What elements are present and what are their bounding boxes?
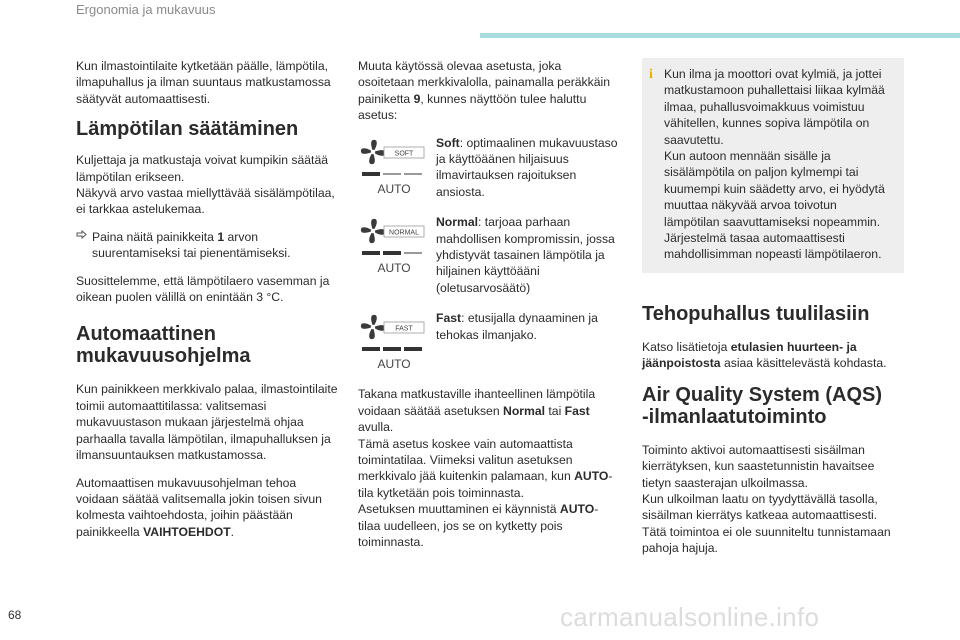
level-bar <box>383 251 401 255</box>
note-line2-pre: Asetuksen muuttaminen ei käynnistä <box>358 502 560 517</box>
mode-badge: FAST <box>395 325 413 333</box>
aqs-p2: Kun ulkoilman laatu on tyydyttävällä tasolla, sisäilman kierrätys katkeaa automaattisesti. <box>642 491 878 523</box>
mode-badge: NORMAL <box>389 229 419 237</box>
aqs-p3: Tätä toimintoa ei ole suunniteltu tunnistamaan pahoja hajuja. <box>642 524 891 556</box>
heading-temperature: Lämpötilan säätäminen <box>76 118 299 141</box>
info-icon: i <box>649 67 653 82</box>
bullet-text-bold: 1 <box>217 229 225 244</box>
heading-auto-line2: mukavuusohjelma <box>76 345 251 368</box>
watermark: carmanualsonline.info <box>560 602 820 632</box>
temp-p2: Näkyvä arvo vastaa miellyttävää sisälämpötilaa, ei tarkkaa astelukemaa. <box>76 186 335 217</box>
mode-item-fast <box>358 310 620 372</box>
intro-paragraph: Kun ilmastointilaite kytketään päälle, lämpötila, ilmapuhallus ja ilman suuntaus matkustamossa säätyvät automaattisesti. <box>76 59 331 106</box>
heading-aqs <box>642 384 904 428</box>
mode-desc: : tarjoaa parhaan mahdollisen kompromissin, jossa yhdistyvät tasainen lämpötila ja hiljainen käyttöääni (oletusarvosäätö) <box>436 215 615 295</box>
heading-aqs-line2: -ilmanlaatutoiminto <box>642 405 827 428</box>
teho-post: asiaa käsittelevästä kohdasta. <box>720 356 887 371</box>
mode-desc: : optimaalinen mukavuustaso ja käyttöäänen hiljaisuus ilmavirtauksen rajoituksen ansiosta. <box>436 135 618 199</box>
level-bar <box>383 173 401 175</box>
section-title: Ergonomia ja mukavuus <box>76 2 216 17</box>
mode-intro-pre: Muuta käytössä olevaa asetusta, joka osoitetaan merkkivalolla, painamalla peräkkäin painiketta <box>358 59 611 106</box>
level-bar <box>404 347 422 351</box>
level-bar <box>404 173 422 175</box>
heading-auto-line1: Automaattinen <box>76 323 216 346</box>
column-right <box>642 58 904 568</box>
mode-description <box>436 214 620 296</box>
header-accent-bar <box>480 33 960 38</box>
auto-label: AUTO <box>377 181 411 196</box>
temp-p1: Kuljettaja ja matkustaja voivat kumpikin säätää lämpötilan erikseen. <box>76 153 329 184</box>
mode-item-normal <box>358 214 620 296</box>
info-text <box>664 66 894 263</box>
note-mid: -tila kytketään pois toiminnasta. <box>358 469 613 500</box>
heading-windscreen-blower: Tehopuhallus tuulilasiin <box>642 302 870 325</box>
rear-b1: Normal <box>503 403 546 418</box>
teho-pre: Katso lisätietoja <box>642 339 731 354</box>
rear-pre: Takana matkustaville ihanteellinen lämpötila voidaan säätää asetuksen <box>358 387 596 418</box>
page-number: 68 <box>8 608 22 622</box>
bullet-text-pre: Paina näitä painikkeita <box>92 229 218 244</box>
temp-paragraph-1 <box>76 152 342 218</box>
note-b2: AUTO <box>559 502 595 517</box>
mode-name: Fast <box>436 311 462 326</box>
auto-p2-post: . <box>230 524 235 539</box>
auto-paragraph-2 <box>76 475 342 541</box>
heading-aqs-line1: Air Quality System (AQS) <box>642 383 883 406</box>
teho-bold: etulasien huurteen- ja jäänpoistosta <box>642 339 857 371</box>
level-bar <box>404 252 422 254</box>
rear-mid: tai <box>545 403 565 418</box>
mode-list <box>358 135 620 373</box>
mode-desc: : etusijalla dynaaminen ja tehokas ilmanjako. <box>436 311 598 342</box>
mode-intro-post: , kunnes näyttöön tulee haluttu asetus: <box>358 91 587 123</box>
level-bar <box>362 172 380 176</box>
level-bar <box>383 347 401 351</box>
aqs-paragraph <box>642 442 904 557</box>
mode-description <box>436 135 620 201</box>
fan-icon <box>358 214 426 276</box>
mode-badge: SOFT <box>394 150 414 158</box>
mode-intro <box>358 58 620 124</box>
column-middle <box>358 58 620 561</box>
level-bar <box>362 347 380 351</box>
column-left <box>76 58 342 551</box>
temp-paragraph-3: Suosittelemme, että lämpötilaero vasemman ja oikean puolen välillä on enintään 3 °C. <box>76 273 330 305</box>
info-box <box>642 58 904 273</box>
fan-hub <box>371 325 375 329</box>
rear-paragraph <box>358 386 620 550</box>
auto-p2-pre: Automaattisen mukavuusohjelman tehoa voidaan säätää valitsemalla jokin toisen sivun kolmesta vaihtoehdosta, joihin päästään painikkeella <box>76 475 322 539</box>
level-bar <box>362 251 380 255</box>
fan-hub <box>371 229 375 233</box>
info-p2: Kun autoon mennään sisälle ja sisälämpötila on paljon kylmempi tai kuumempi kuin säädetty arvo, ei hyödytä muuttaa näkyvää arvoa toivotun lämpötilan saavuttamiseksi nopeammin. Järjestelmä tasaa automaattisesti mahdollisimman nopeasti lämpötilaeron. <box>664 149 885 262</box>
rear-b2: Fast <box>564 403 590 418</box>
aqs-p1: Toiminto aktivoi automaattisesti sisäilman kierrätyksen, kun saastetunnistin havaitsee tietyn saasterajan ulkoilmassa. <box>642 442 875 490</box>
mode-intro-bold: 9 <box>413 91 421 106</box>
auto-label: AUTO <box>377 357 411 372</box>
fan-hub <box>371 149 375 153</box>
note-post: -tilaa uudelleen, jos se on kytketty pois toiminnasta. <box>358 502 599 549</box>
heading-auto-comfort <box>76 323 342 367</box>
fan-icon <box>358 310 426 372</box>
bullet-text <box>92 229 342 262</box>
auto-paragraph-1: Kun painikkeen merkkivalo palaa, ilmastointilaite toimii automaattitilassa: valitsemasi mukavuustason mukaan järjestelmä ohjaa parhaalla tavalla lämpötilan, ilmapuhalluksen ja ilmansuuntauksen matkustamossa. <box>76 382 338 463</box>
fan-icon <box>358 135 426 197</box>
pointing-hand-icon <box>76 229 92 262</box>
note-b1: AUTO <box>574 469 609 484</box>
mode-name: Normal <box>436 215 478 230</box>
rear-post: avulla. <box>358 420 394 435</box>
mode-item-soft <box>358 135 620 201</box>
note-pre: Tämä asetus koskee vain automaattista toimintatilaa. Viimeksi valitun asetuksen merkkivalo jää kuitenkin palamaan, kun <box>358 436 575 484</box>
mode-description <box>436 310 620 343</box>
auto-label: AUTO <box>377 261 411 276</box>
info-p1: Kun ilma ja moottori ovat kylmiä, ja jottei matkustamoon puhallettaisi liikaa kylmää ilmaa, puhallusvoimakkuus voimistuu vähitellen, kunnes sopiva lämpötila on saavutettu. <box>664 67 885 147</box>
instruction-bullet <box>76 229 342 262</box>
mode-name: Soft <box>436 135 460 150</box>
teho-paragraph <box>642 339 904 372</box>
bullet-text-post: arvon suurentamiseksi tai pienentämiseksi. <box>92 229 291 261</box>
auto-p2-bold: VAIHTOEHDOT <box>143 524 231 539</box>
